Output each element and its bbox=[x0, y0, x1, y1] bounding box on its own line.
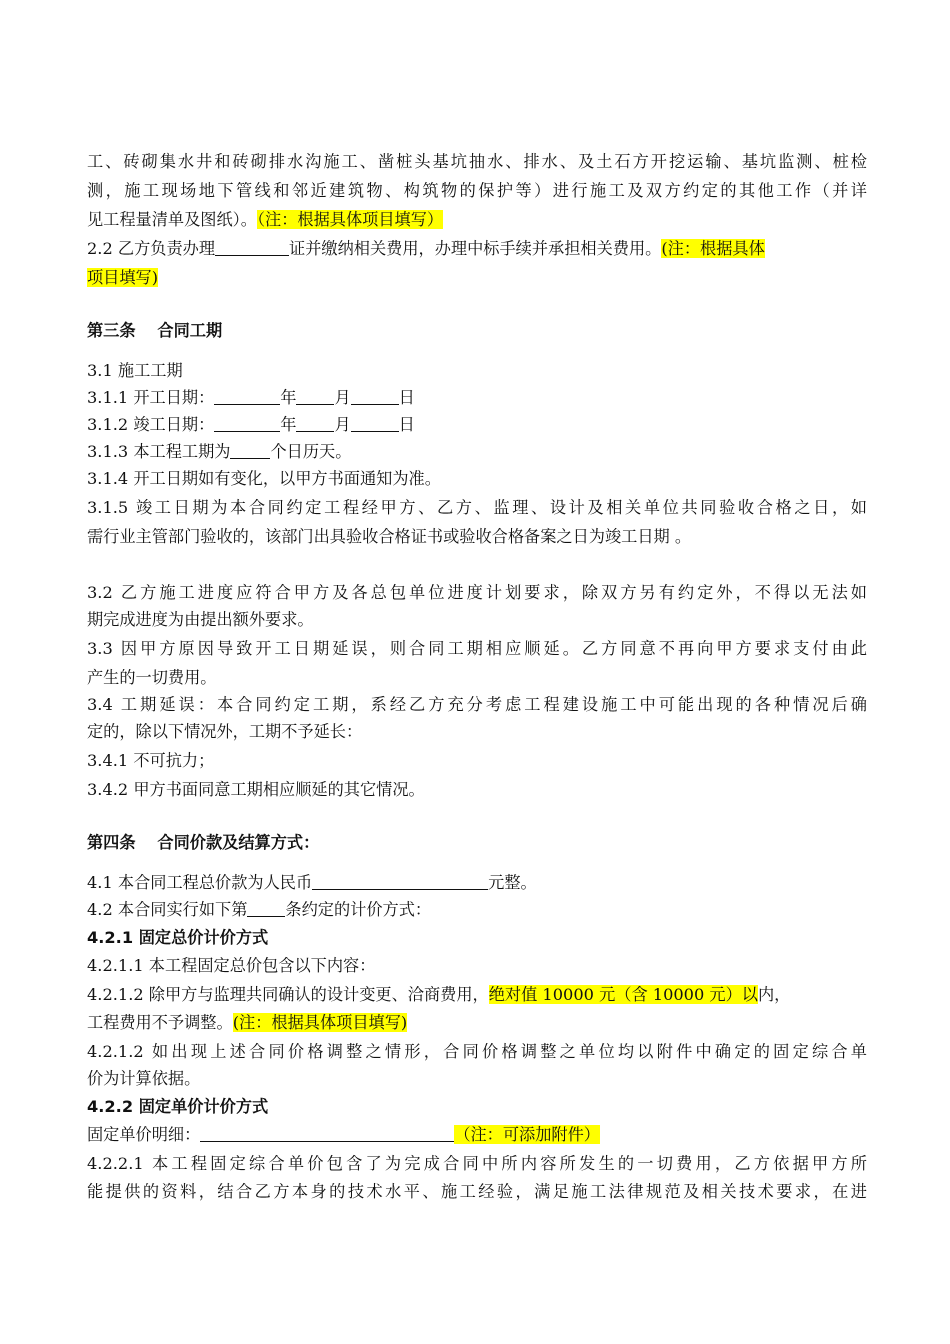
clause: 定的，除以下情况外，工期不予延长： bbox=[87, 722, 363, 741]
clause-text: 3.1.1 开工日期： bbox=[87, 388, 215, 407]
clause bbox=[87, 441, 351, 463]
clause-text: 3.1.2 竣工日期： bbox=[87, 415, 215, 434]
clause: 4.2.1.1 本工程固定总价包含以下内容： bbox=[87, 956, 376, 975]
paragraph-line: 测，施工现场地下管线和邻近建筑物、构筑物的保护等）进行施工及双方约定的其他工作（并详 bbox=[87, 181, 867, 200]
clause-text: 条约定的计价方式： bbox=[285, 900, 432, 919]
clause-text: 个日历天。 bbox=[270, 442, 352, 461]
year-blank[interactable] bbox=[214, 388, 280, 405]
clause-text: 工程费用不予调整。 bbox=[87, 1013, 233, 1032]
section-heading: 第三条 合同工期 bbox=[87, 321, 223, 340]
year-label: 年 bbox=[280, 388, 297, 407]
clause: 价为计算依据。 bbox=[87, 1069, 201, 1088]
paragraph-line bbox=[87, 209, 443, 231]
clause: 3.1 施工工期 bbox=[87, 361, 183, 380]
clause: 能提供的资料，结合乙方本身的技术水平、施工经验，满足施工法律规范及相关技术要求，在进 bbox=[87, 1182, 867, 1201]
clause: 3.4.1 不可抗力； bbox=[87, 751, 215, 770]
clause: 3.4.2 甲方书面同意工期相应顺延的其它情况。 bbox=[87, 780, 425, 799]
clause: 3.1.4 开工日期如有变化，以甲方书面通知为准。 bbox=[87, 469, 441, 488]
month-blank[interactable] bbox=[296, 415, 334, 432]
subsection-heading: 4.2.1 固定总价计价方式 bbox=[87, 928, 269, 947]
clause-text: 4.1 本合同工程总价款为人民币 bbox=[87, 873, 313, 892]
day-blank[interactable] bbox=[351, 415, 399, 432]
clause-text: 3.1.3 本工程工期为 bbox=[87, 442, 231, 461]
highlight-note: （注：根据具体项目填写） bbox=[256, 210, 444, 229]
clause-text: 内， bbox=[757, 985, 791, 1004]
month-label: 月 bbox=[334, 415, 351, 434]
paragraph-text: 见工程量清单及图纸）。 bbox=[87, 210, 257, 229]
clause: 3.3 因甲方原因导致开工日期延误，则合同工期相应顺延。乙方同意不再向甲方要求支付由此 bbox=[87, 639, 867, 658]
clause-text: 4.2 本合同实行如下第 bbox=[87, 900, 248, 919]
month-blank[interactable] bbox=[296, 388, 334, 405]
clause-text: 4.2.1.2 除甲方与监理共同确认的设计变更、洽商费用， bbox=[87, 985, 489, 1004]
clause-text: 元整。 bbox=[488, 873, 537, 892]
paragraph-text: 证并缴纳相关费用，办理中标手续并承担相关费用。 bbox=[289, 239, 662, 258]
clause bbox=[87, 1124, 600, 1146]
day-label: 日 bbox=[398, 415, 415, 434]
clause: 期完成进度为由提出额外要求。 bbox=[87, 610, 314, 629]
clause: 3.2 乙方施工进度应符合甲方及各总包单位进度计划要求，除双方另有约定外，不得以无法如 bbox=[87, 583, 867, 602]
year-label: 年 bbox=[280, 415, 297, 434]
paragraph-line bbox=[87, 238, 765, 260]
subsection-heading: 4.2.2 固定单价计价方式 bbox=[87, 1097, 269, 1116]
clause bbox=[87, 984, 790, 1006]
clause bbox=[87, 1012, 407, 1034]
clause: 4.2.1.2 如出现上述合同价格调整之情形，合同价格调整之单位均以附件中确定的固定综合单 bbox=[87, 1042, 867, 1061]
unit-price-blank[interactable] bbox=[200, 1125, 454, 1142]
highlight-text: 绝对值 10000 元（含 10000 元）以 bbox=[488, 985, 758, 1004]
clause bbox=[87, 387, 415, 409]
paragraph-line: 工、砖砌集水井和砖砌排水沟施工、凿桩头基坑抽水、排水、及土石方开挖运输、基坑监测、桩检 bbox=[87, 152, 867, 171]
days-blank[interactable] bbox=[230, 442, 270, 459]
day-blank[interactable] bbox=[351, 388, 399, 405]
paragraph-line bbox=[87, 267, 158, 289]
clause bbox=[87, 899, 431, 921]
clause: 4.2.2.1 本工程固定综合单价包含了为完成合同中所内容所发生的一切费用，乙方依据甲方所 bbox=[87, 1154, 867, 1173]
paragraph-text: 2.2 乙方负责办理 bbox=[87, 239, 216, 258]
clause: 3.1.5 竣工日期为本合同约定工程经甲方、乙方、监理、设计及相关单位共同验收合格之日，如 bbox=[87, 498, 867, 517]
clause bbox=[87, 872, 537, 894]
clause-number-blank[interactable] bbox=[247, 900, 285, 917]
clause bbox=[87, 414, 415, 436]
clause: 3.4 工期延误：本合同约定工期，系经乙方充分考虑工程建设施工中可能出现的各种情况后确 bbox=[87, 695, 867, 714]
day-label: 日 bbox=[398, 388, 415, 407]
highlight-note: 项目填写) bbox=[87, 268, 159, 287]
highlight-note: (注：根据具体项目填写) bbox=[232, 1013, 408, 1032]
highlight-note: (注：根据具体 bbox=[661, 239, 765, 258]
clause: 需行业主管部门验收的，该部门出具验收合格证书或验收合格备案之日为竣工日期 。 bbox=[87, 527, 692, 546]
fill-blank[interactable] bbox=[215, 239, 289, 256]
highlight-note: （注：可添加附件） bbox=[454, 1125, 600, 1144]
clause-text: 固定单价明细： bbox=[87, 1125, 201, 1144]
section-heading: 第四条 合同价款及结算方式： bbox=[87, 833, 320, 852]
clause: 产生的一切费用。 bbox=[87, 668, 217, 687]
month-label: 月 bbox=[334, 388, 351, 407]
year-blank[interactable] bbox=[214, 415, 280, 432]
amount-blank[interactable] bbox=[312, 873, 488, 890]
